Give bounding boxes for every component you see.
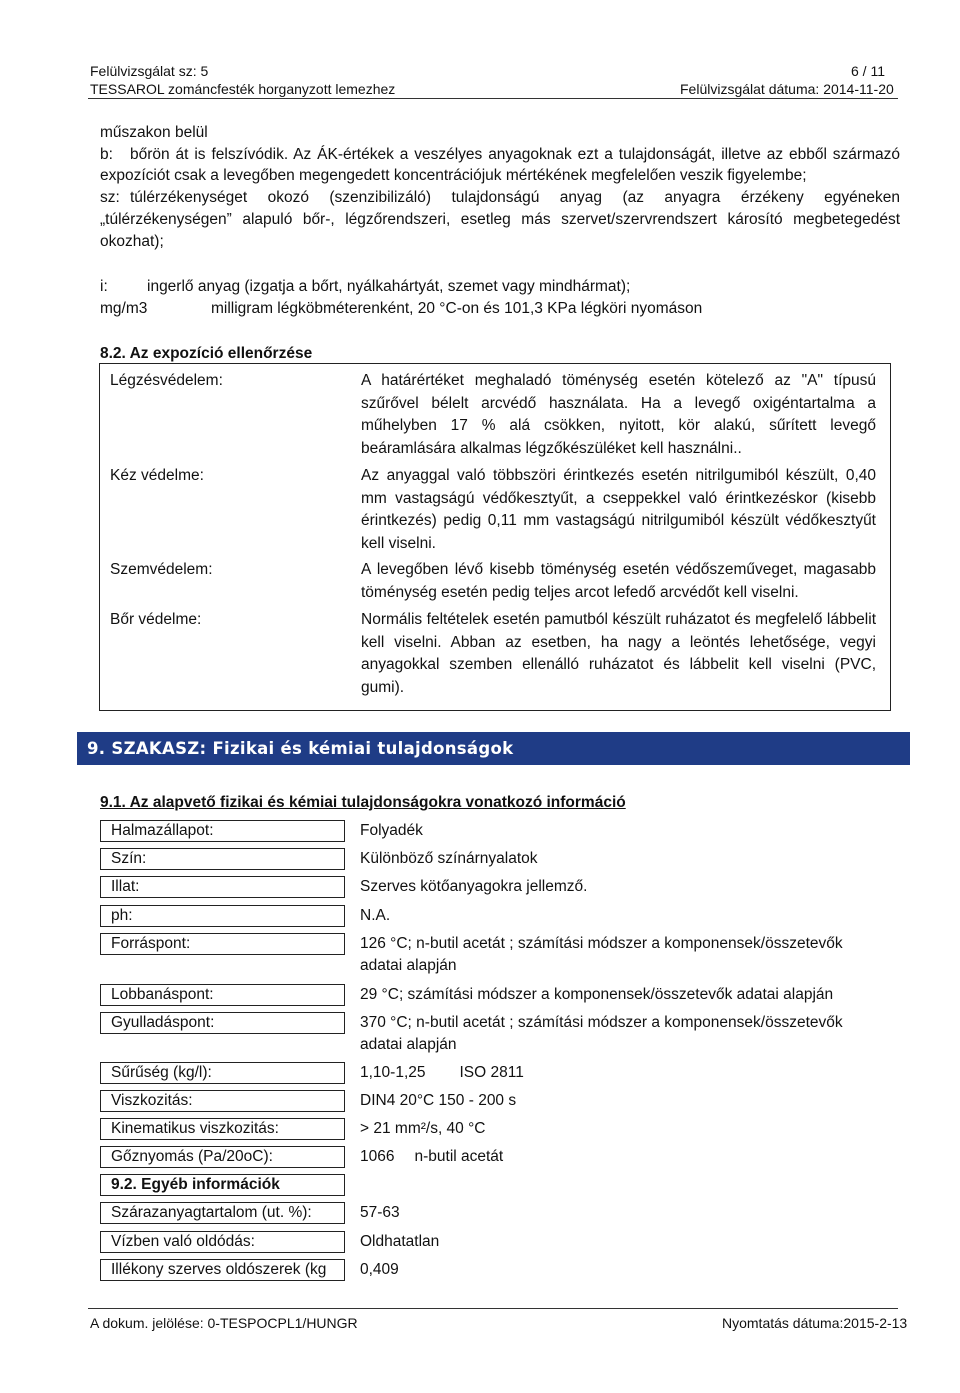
other-label-voc: Illékony szerves oldószerek (kg — [100, 1259, 345, 1281]
abbr-i-text: ingerlő anyag (izgatja a bőrt, nyálkahártyát, szemet vagy mindhármat); — [147, 278, 631, 295]
prop-value-ph: N.A. — [360, 907, 391, 924]
document-id: A dokum. jelölése: 0-TESPOCPL1/HUNGR — [90, 1315, 358, 1331]
prop-label-viscosity: Viszkozitás: — [100, 1090, 345, 1112]
vapor-substance: n-butil acetát — [414, 1148, 504, 1165]
prop-label-ph: ph: — [100, 905, 345, 927]
prop-value-odor: Szerves kötőanyagokra jellemző. — [360, 878, 588, 895]
respiratory-label: Légzésvédelem: — [110, 372, 223, 389]
revision-date — [680, 80, 894, 98]
other-value-solubility: Oldhatatlan — [360, 1233, 440, 1250]
skin-label: Bőr védelme: — [110, 611, 202, 628]
header-divider — [88, 98, 898, 99]
prop-value-vapor — [360, 1146, 503, 1168]
section-9-1-title — [100, 792, 626, 814]
prop-label-color: Szín: — [100, 848, 345, 870]
abbr-line1: műszakon belül — [100, 124, 208, 141]
vapor-value: 1066 — [360, 1148, 395, 1165]
prop-label-ignition: Gyulladáspont: — [100, 1012, 345, 1034]
abbreviations-block — [100, 122, 900, 252]
skin-text: Normális feltételek esetén pamutból készült ruházatot és megfelelő lábbelit kell viselni. Abban az esetben, ha nagy a leöntés lehetősége, vegyi anyagokkal szemben ellenálló ruházatot és lábbelit kell viselni (PVC, gumi). — [361, 611, 876, 696]
abbr-sz-key: sz: — [100, 189, 120, 207]
prop-label-flash: Lobbanáspont: — [100, 984, 345, 1006]
prop-value-ignition: 370 °C; n-butil acetát ; számítási módszer a komponensek/összetevők adatai alapján — [360, 1014, 843, 1053]
other-value-solids: 57-63 — [360, 1204, 400, 1221]
abbr-sz — [100, 187, 900, 252]
revision-date-label: Felülvizsgálat dátuma: — [680, 81, 820, 97]
print-date: Nyomtatás dátuma:2015-2-13 — [722, 1315, 908, 1331]
prop-value-state: Folyadék — [360, 822, 423, 839]
page-number: 6 / 11 — [851, 63, 885, 79]
density-method: ISO 2811 — [459, 1064, 524, 1081]
section-9-banner: 9. SZAKASZ: Fizikai és kémiai tulajdonságok — [77, 732, 910, 765]
other-value-voc: 0,409 — [360, 1261, 399, 1278]
prop-label-kinematic: Kinematikus viszkozitás: — [100, 1118, 345, 1140]
prop-value-flash: 29 °C; számítási módszer a komponensek/összetevők adatai alapján — [360, 986, 834, 1003]
abbr-mg-key: mg/m3 — [100, 300, 148, 317]
revision-date-value: 2014-11-20 — [823, 81, 894, 97]
abbr-mg-text: milligram légköbméterenként, 20 °C-on és 101,3 KPa légköri nyomáson — [211, 300, 703, 317]
prop-label-odor: Illat: — [100, 876, 345, 898]
prop-value-boiling: 126 °C; n-butil acetát ; számítási módszer a komponensek/összetevők adatai alapján — [360, 935, 843, 974]
product-name: TESSAROL zománcfesték horganyzott lemezhez — [90, 81, 396, 97]
hand-text: Az anyaggal való többszöri érintkezés esetén nitrilgumiból készült, 0,40 mm vastagságú védőkesztyűt, a cseppekkel való érintkezéskor (kisebb érintkezés) pedig 0,11 mm vastagságú nitrilgumiból készült védőkesztyűt kell viselni. — [361, 467, 876, 552]
respiratory-text: A határértéket meghaladó töménység esetén kötelező az "A" típusú szűrővel bélelt arcvédő használata. Ha a levegő oxigéntartalma a műhelyben 17 % alá csökken, nyitott, kör alakú, sűrített levegő beáramlására alkalmas légzőkészüléket kell használni.. — [361, 372, 876, 457]
prop-value-viscosity: DIN4 20°C 150 - 200 s — [360, 1092, 517, 1109]
section-9-1-title-text: 9.1. Az alapvető fizikai és kémiai tulajdonságokra vonatkozó információ — [100, 794, 626, 811]
prop-label-vapor: Gőznyomás (Pa/20oC): — [100, 1146, 345, 1168]
hand-label: Kéz védelme: — [110, 467, 204, 484]
density-value: 1,10-1,25 — [360, 1064, 426, 1081]
other-label-solubility: Vízben való oldódás: — [100, 1231, 345, 1253]
section-8-2-title: 8.2. Az expozíció ellenőrzése — [100, 345, 313, 362]
prop-label-state: Halmazállapot: — [100, 820, 345, 842]
abbr-b — [100, 144, 900, 187]
abbr-b-text: bőrön át is felszívódik. Az ÁK-értékek a veszélyes anyagoknak ezt a tulajdonságát, illetve az ebből származó expozíciót csak a levegőben megengedett koncentrációjuk mértékének megfelelően veszik figyelembe; — [100, 145, 900, 185]
footer-divider — [88, 1308, 898, 1309]
prop-value-density — [360, 1062, 524, 1084]
abbr-sz-text: túlérzékenységet okozó (szenzibilizáló) tulajdonságú anyag (az anyagra érzékeny egyéneken „túlérzékenységen” alapuló bőr-, légzőrendszeri, esetleg más szervet/szervrendszert károsító megbetegedést okozhat); — [100, 189, 900, 250]
eye-text: A levegőben lévő kisebb töménység esetén védőszeműveget, magasabb töménység esetén pedig teljes arcot lefedő arcvédőt kell viselni. — [361, 561, 876, 601]
prop-label-density: Sűrűség (kg/l): — [100, 1062, 345, 1084]
abbr-i — [100, 276, 630, 298]
eye-label: Szemvédelem: — [110, 561, 213, 578]
abbr-mg — [100, 298, 702, 320]
abbr-i-key: i: — [100, 278, 108, 295]
section-9-2-title: 9.2. Egyéb információk — [100, 1174, 345, 1196]
other-label-solids: Szárazanyagtartalom (ut. %): — [100, 1202, 345, 1224]
prop-value-kinematic: > 21 mm²/s, 40 °C — [360, 1120, 486, 1137]
abbr-b-key: b: — [100, 145, 113, 163]
prop-label-boiling: Forráspont: — [100, 933, 345, 955]
prop-value-color: Különböző színárnyalatok — [360, 850, 538, 867]
revision-number: Felülvizsgálat sz: 5 — [90, 63, 209, 79]
